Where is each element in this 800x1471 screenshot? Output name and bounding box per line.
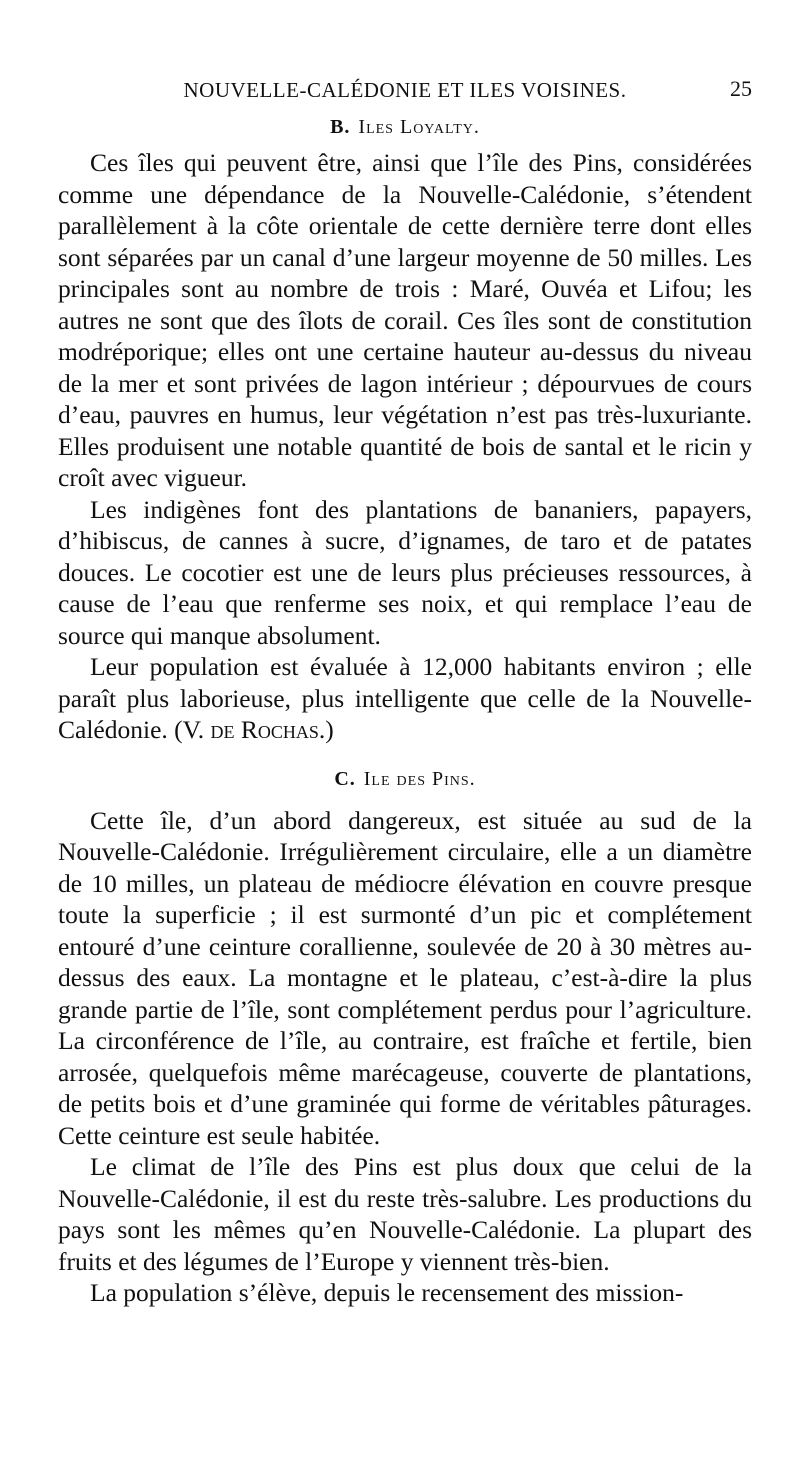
paragraph-text: Leur population est évaluée à 12,000 habitants environ ; elle paraît plus laborieuse, plus intelligente que celle de la Nouvelle-Calédonie. (V.: [58, 652, 752, 744]
paragraph: [58, 651, 752, 746]
citation-closing: .): [318, 715, 334, 744]
citation-author: de Rochas: [210, 715, 319, 744]
paragraph: Ces îles qui peuvent être, ainsi que l’île des Pins, considérées comme une dépendance de la Nouvelle-Calédonie, s’étendent parallèlement à la côte orientale de cette dernière terre dont elles sont séparées par un canal d’une largeur moyenne de 50 milles. Les principales sont au nombre de trois : Maré, Ouvéa et Lifou; les autres ne sont que des îlots de corail. Ces îles sont de constitution modréporique; elles ont une certaine hauteur au-dessus du niveau de la mer et sont privées de lagon intérieur ; dépourvues de cours d’eau, pauvres en humus, leur végétation n’est pas très-luxuriante. Elles produisent une notable quantité de bois de santal et le ricin y croît avec vigueur.: [58, 148, 752, 492]
paragraph: Cette île, d’un abord dangereux, est située au sud de la Nouvelle-Calédonie. Irrégulièrement circulaire, elle a un diamètre de 10 milles, un plateau de médiocre élévation en couvre presque toute la superficie ; il est surmonté d’un pic et complétement entouré d’une ceinture corallienne, soulevée de 20 à 30 mètres au-dessus des eaux. La montagne et le plateau, c’est-à-dire la plus grande partie de l’île, sont complétement perdus pour l’agriculture. La circonférence de l’île, au contraire, est fraîche et fertile, bien arrosée, quelquefois même marécageuse, couverte de plantations, de petits bois et d’une graminée qui forme de véritables pâturages. Cette ceinture est seule habitée.: [58, 805, 752, 1150]
page-number: 25: [730, 76, 752, 101]
section-letter: C.: [334, 767, 356, 790]
running-title: NOUVELLE-CALÉDONIE ET ILES VOISINES.: [183, 78, 627, 102]
section-letter: B.: [330, 116, 351, 138]
running-head: [58, 72, 752, 112]
section-title: Ile des Pins.: [363, 767, 476, 790]
paragraph: Les indigènes font des plantations de bananiers, papayers, d’hibiscus, de cannes à sucre, d’ignames, de taro et de patates douces. Le cocotier est une de leurs plus précieuses ressources, à cause de l’eau que renferme ses noix, et qui remplace l’eau de source qui manque absolument.: [58, 494, 752, 650]
book-page: [58, 72, 752, 1309]
paragraph: Le climat de l’île des Pins est plus doux que celui de la Nouvelle-Calédonie, il est du reste très-salubre. Les productions du pays sont les mêmes qu’en Nouvelle-Calédonie. La plupart des fruits et des légumes de l’Europe y viennent très-bien.: [58, 1152, 752, 1276]
section-heading-loyalty: [58, 116, 752, 139]
paragraph: La population s’élève, depuis le recensement des mission-: [90, 1278, 684, 1307]
section-title: Iles Loyalty.: [358, 116, 480, 138]
section-heading-ile-des-pins: [58, 768, 752, 791]
